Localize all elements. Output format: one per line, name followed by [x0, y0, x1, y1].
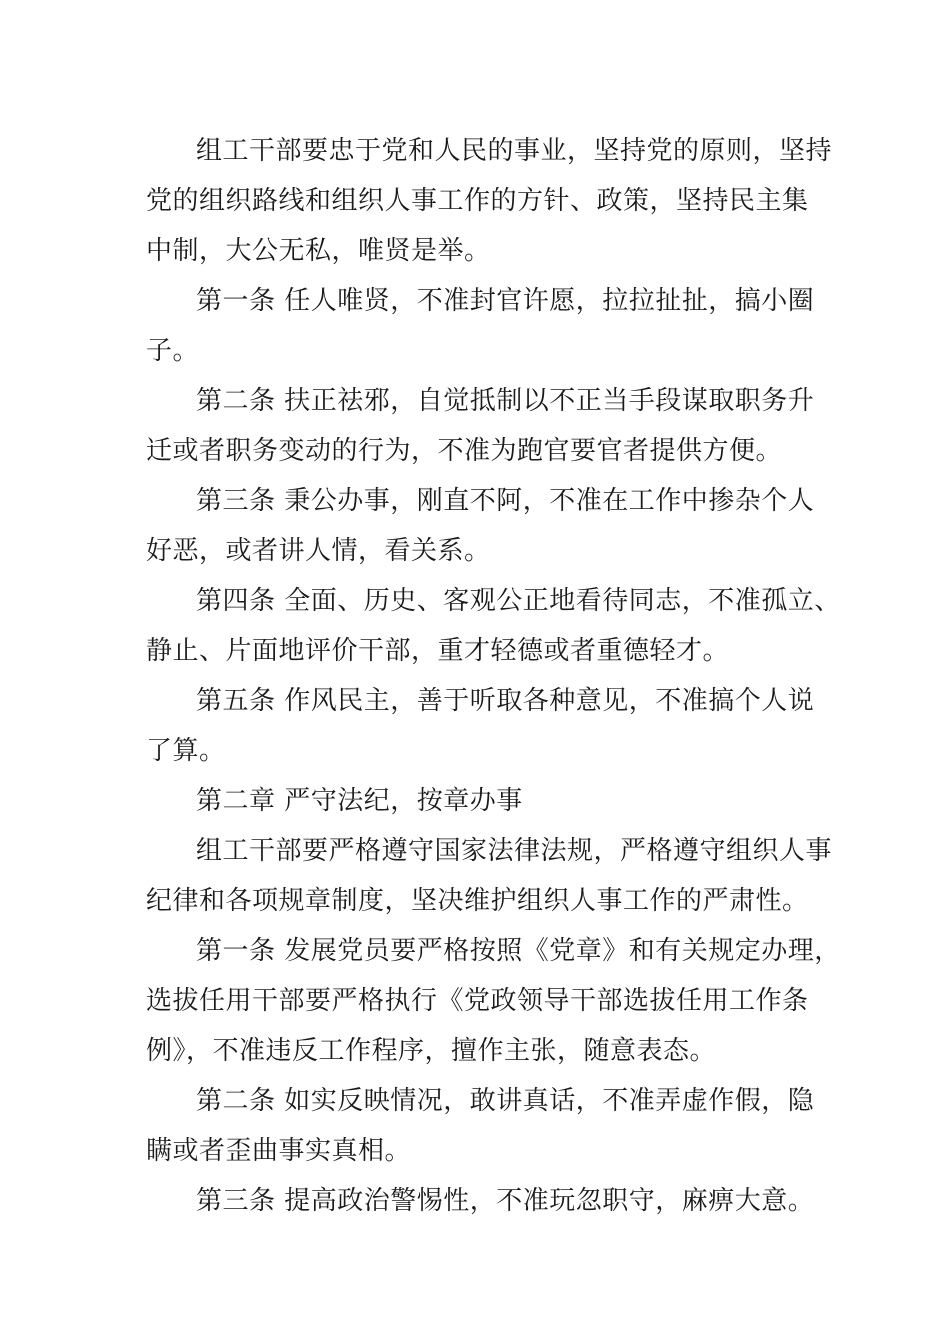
article-line: 第二条 如实反映情况，敢讲真话，不准弄虚作假，隐 — [196, 1086, 815, 1116]
article-line: 第三条 提高政治警惕性，不准玩忽职守，麻痹大意。 — [196, 1186, 815, 1216]
paragraph-line: 组工干部要严格遵守国家法律法规，严格遵守组织人事 — [196, 836, 833, 866]
article-line: 静止、片面地评价干部，重才轻德或者重德轻才。 — [146, 636, 730, 666]
article-line: 瞒或者歪曲事实真相。 — [146, 1136, 412, 1166]
article-line: 子。 — [146, 336, 200, 366]
article-line: 第二条 扶正祛邪，自觉抵制以不正当手段谋取职务升 — [196, 386, 815, 416]
article-line: 第一条 发展党员要严格按照《党章》和有关规定办理， — [196, 936, 841, 966]
article-line: 第三条 秉公办事，刚直不阿，不准在工作中掺杂个人 — [196, 486, 815, 516]
chapter-heading: 第二章 严守法纪，按章办事 — [196, 786, 523, 816]
article-line: 了算。 — [146, 736, 226, 766]
paragraph-line: 纪律和各项规章制度，坚决维护组织人事工作的严肃性。 — [146, 886, 809, 916]
article-line: 选拔任用干部要严格执行《党政领导干部选拔任用工作条 — [146, 986, 809, 1016]
paragraph-line: 中制，大公无私，唯贤是举。 — [146, 236, 491, 266]
article-line: 第四条 全面、历史、客观公正地看待同志，不准孤立、 — [196, 586, 841, 616]
article-line: 第五条 作风民主，善于听取各种意见，不准搞个人说 — [196, 686, 815, 716]
paragraph-line: 党的组织路线和组织人事工作的方针、政策，坚持民主集 — [146, 186, 809, 216]
article-line: 迁或者职务变动的行为，不准为跑官要官者提供方便。 — [146, 436, 783, 466]
article-line: 第一条 任人唯贤，不准封官许愿，拉拉扯扯，搞小圈 — [196, 286, 815, 316]
article-line: 好恶，或者讲人情，看关系。 — [146, 536, 491, 566]
paragraph-line: 组工干部要忠于党和人民的事业，坚持党的原则，坚持 — [196, 136, 833, 166]
article-line: 例》，不准违反工作程序，擅作主张，随意表态。 — [146, 1036, 717, 1066]
